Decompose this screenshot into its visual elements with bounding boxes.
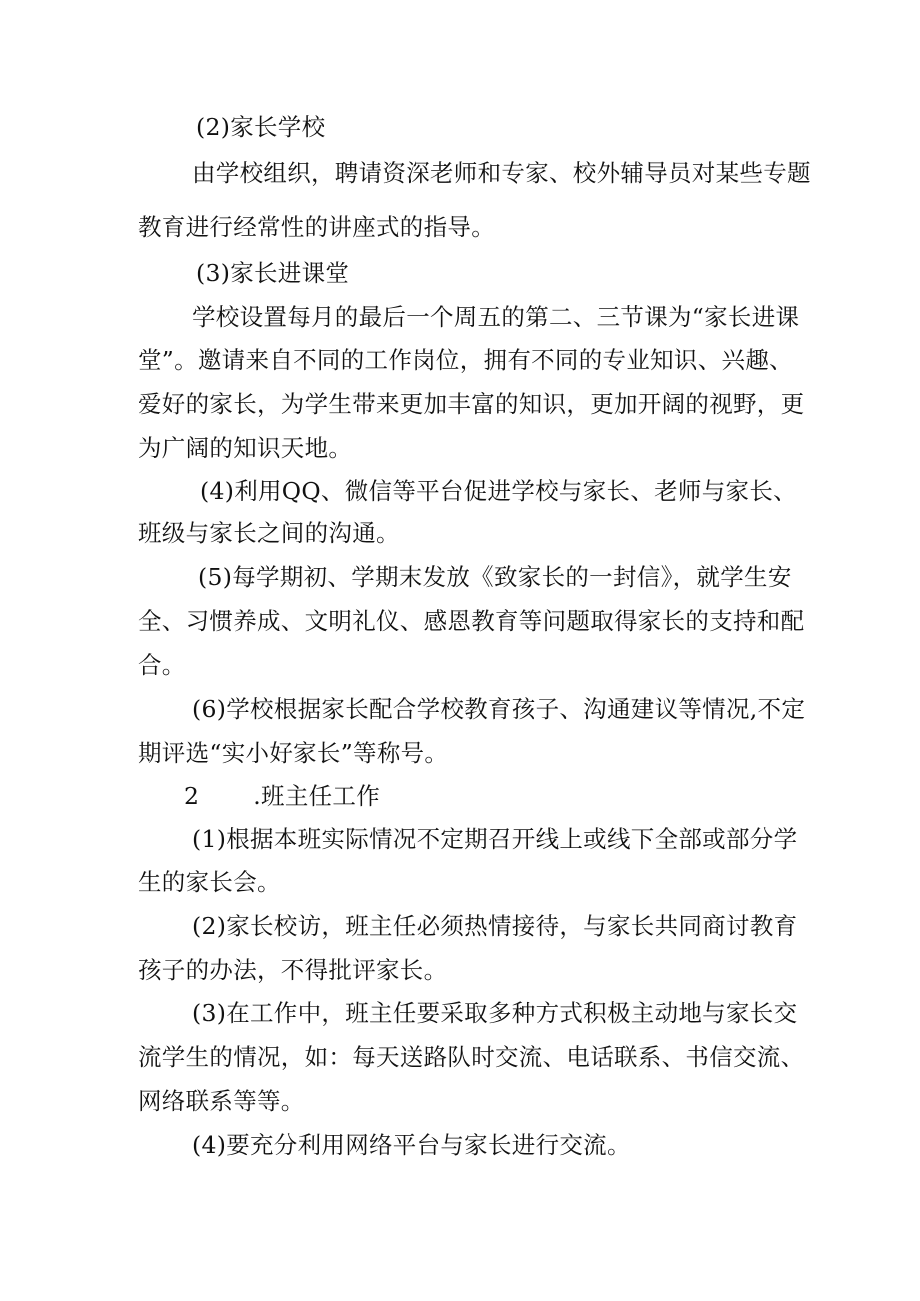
paragraph-line: 堂”。邀请来自不同的工作岗位，拥有不同的专业知识、兴趣、 (138, 346, 793, 374)
paragraph-line: 全、习惯养成、文明礼仪、感恩教育等问题取得家长的支持和配 (138, 607, 805, 635)
section-title: .班主任工作 (253, 782, 381, 810)
section-heading (184, 781, 380, 811)
paragraph-line: 合。 (138, 651, 186, 679)
paragraph-line: 网络联系等等。 (138, 1087, 305, 1115)
paragraph-line: (5)每学期初、学期末发放《致家长的一封信》，就学生安 (198, 563, 792, 591)
paragraph-line: 为广阔的知识天地。 (138, 434, 353, 462)
paragraph-line: (3)在工作中，班主任要采取多种方式积极主动地与家长交 (192, 999, 798, 1027)
paragraph-line: 班级与家长之间的沟通。 (138, 519, 400, 547)
paragraph-line: 学校设置每月的最后一个周五的第二、三节课为“家长进课 (192, 303, 800, 331)
paragraph-line: (6)学校根据家长配合学校教育孩子、沟通建议等情况,不定 (192, 695, 806, 723)
paragraph-line: (2)家长校访，班主任必须热情接待，与家长共同商讨教育 (192, 912, 798, 940)
paragraph-line: 孩子的办法，不得批评家长。 (138, 956, 448, 984)
paragraph-line: 教育进行经常性的讲座式的指导。 (138, 213, 495, 241)
section-number: 2 (184, 782, 200, 810)
paragraph-line: 流学生的情况，如：每天送路队时交流、电话联系、书信交流、 (138, 1043, 805, 1071)
paragraph-line: 期评选“实小好家长”等称号。 (138, 739, 449, 767)
paragraph-line: (1)根据本班实际情况不定期召开线上或线下全部或部分学 (192, 825, 798, 853)
paragraph-line: (4)要充分利用网络平台与家长进行交流。 (192, 1131, 631, 1159)
paragraph-line: 生的家长会。 (138, 868, 281, 896)
paragraph-line: 爱好的家长，为学生带来更加丰富的知识，更加开阔的视野，更 (138, 390, 805, 418)
subheading-parent-school: (2)家长学校 (196, 113, 326, 141)
paragraph-line: (4)利用QQ、微信等平台促进学校与家长、老师与家长、 (200, 477, 797, 505)
subheading-parent-classroom: (3)家长进课堂 (196, 259, 350, 287)
paragraph-line: 由学校组织，聘请资深老师和专家、校外辅导员对某些专题 (192, 159, 811, 187)
